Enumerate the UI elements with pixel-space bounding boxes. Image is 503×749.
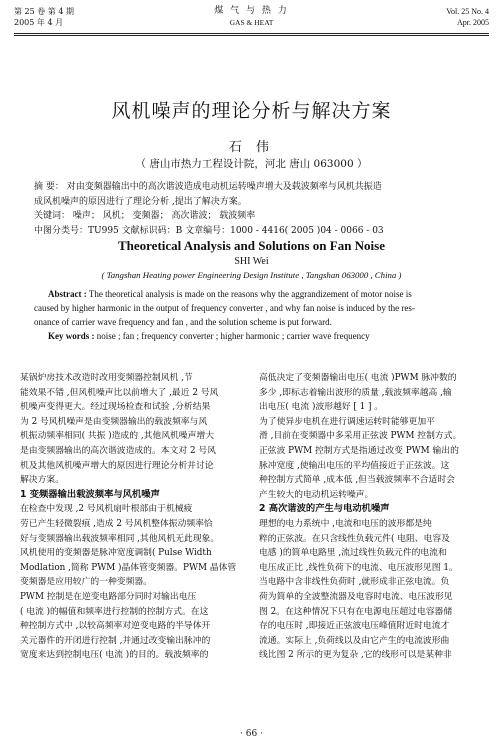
body-line: 荷为简单的全波整流器及电容时电流、电压波形见 (259, 591, 453, 602)
body-line: 滑 ,目前在变频器中多采用正弦波 PWM 控制方式。 (259, 431, 462, 442)
body-line: 为 2 号风机噪声是由变频器输出的载波频率与风 (20, 416, 208, 427)
body-line: 种控制方式中 ,以较高频率对逆变电路的半导体开 (20, 621, 211, 632)
body-line: 多少 ,即标志着输出波形的质量 ,载波频率越高 ,输 (259, 387, 452, 398)
body-line: 粹的正弦波。在只含线性负载元件( 电阻、电容及 (259, 533, 450, 544)
header-center (14, 6, 489, 28)
abstract-en-line: caused by higher harmonic in the output of frequency converter , and why fan noise is induced by the res- (34, 303, 415, 313)
body-line: PWM 控制是在逆变电路部分同时对输出电压 (20, 591, 197, 602)
abstract-en-line: onance of carrier wave frequency and fan , and the solution scheme is put forward. (34, 317, 332, 327)
abstract-cn-line: 成风机噪声的原因进行了理论分析 ,提出了解决方案。 (34, 196, 247, 207)
header-volume: 第 25 卷 第 4 期 (14, 7, 74, 16)
abstract-en-label: Abstract : (48, 289, 87, 299)
body-line: 脉冲宽度 ,使输出电压的平均值接近于正弦波。这 (259, 460, 450, 471)
body-line: 出电压( 电流 )波形越好 [ 1 ] 。 (259, 402, 384, 413)
body-line: 在检查中发现 ,2 号风机扇叶根部由于机械疲 (20, 504, 193, 515)
header-journal-cn: 煤 气 与 热 力 (214, 6, 289, 16)
body-line: 正弦波 PWM 控制方式是指通过改变 PWM 输出的 (259, 445, 459, 456)
author-cn: 石 伟 (228, 140, 275, 155)
body-line: Modlation ,简称 PWM )晶体管变频器。PWM 晶体管 (20, 562, 237, 573)
body-line: 种控制方式简单 ,成本低 ,但当载波频率不合适时会 (259, 475, 455, 486)
body-line: 是由变频器输出的高次谐波造成的。本文对 2 号风 (20, 445, 216, 456)
body-line: 好与变频器输出载波频率相同 ,其他风机无此现象。 (20, 533, 220, 544)
body-line: 存的电压时 ,即接近正弦波电压峰值附近时电流才 (259, 621, 450, 632)
body-line: ( 电流 )的幅值和频率进行控制的控制方式。在这 (20, 606, 209, 617)
body-line: 宽度来达到控制电压( 电流 )的目的。载波频率的 (20, 650, 209, 661)
body-line: 风机使用的变频器是脉冲宽度调制( Pulse Width (20, 548, 212, 559)
affiliation-en: ( Tangshan Heating power Engineering Design Institute , Tangshan 063000 , China ) (101, 270, 402, 280)
header-date-en: Apr. 2005 (457, 18, 489, 27)
body-line: 能效果不错 ,但风机噪声比以前增大了 ,最近 2 号风 (20, 387, 219, 398)
body-line: 机及其他风机噪声增大的原因进行理论分析并讨论 (20, 460, 214, 471)
paper-title-en: Theoretical Analysis and Solutions on Fan Noise (117, 238, 386, 253)
body-line: 机振动频率相同( 共振 )造成的 ,其他风机噪声增大 (20, 431, 214, 442)
keywords-en-text: noise ; fan ; frequency converter ; higher harmonic ; carrier wave frequency (96, 331, 370, 341)
body-line: 产生较大的电动机运转噪声。 (259, 489, 374, 500)
body-line: 某锅炉房技术改造时改用变频器控制风机 ,节 (20, 373, 193, 383)
affiliation-cn: （ 唐山市热力工程设计院，河北 唐山 063000 ） (135, 158, 368, 170)
body-line: 理想的电力系统中 ,电流和电压的波形都是纯 (259, 518, 432, 529)
abstract-en (34, 287, 469, 343)
header-date: 2005 年 4 月 (14, 18, 64, 27)
body-line: 劳已产生轻微裂痕 ,造成 2 号风机整体振动频率恰 (20, 518, 213, 529)
paper-title-cn: 风机噪声的理论分析与解决方案 (111, 100, 392, 122)
body-line: 流通。实际上 ,负荷线以及由它产生的电流波形曲 (259, 635, 450, 646)
classification-cn: 中图分类号：TU995 文献标识码：B 文章编号：1000 - 4416( 2005 )04 - 0066 - 03 (34, 225, 384, 236)
body-line: 当电路中含非线性负荷时 ,就形成非正弦电流。负 (259, 577, 450, 588)
body-column-right (259, 371, 478, 663)
body-line: 解决方案。 (20, 475, 64, 486)
abstract-cn (34, 180, 469, 238)
author-en: SHI Wei (234, 256, 269, 267)
abstract-en-text: The theoretical analysis is made on the reasons why the aggrandizement of motor noise is (88, 289, 412, 299)
section-heading: 2 高次谐波的产生与电动机噪声 (259, 503, 390, 515)
header-right (446, 6, 489, 28)
section-heading: 1 变频器输出载波频率与风机噪声 (20, 488, 160, 500)
page-number: · 66 · (240, 729, 263, 739)
body-line: 图 2。在这种情况下只有在电源电压超过电容器储 (259, 606, 453, 617)
keywords-en-line (34, 329, 469, 343)
header-journal-en: GAS & HEAT (229, 18, 274, 27)
keywords-cn: 关键词： 噪声； 风机； 变频器； 高次谐波； 载波频率 (34, 211, 256, 221)
header-rule-thin (14, 35, 489, 36)
body-column-left (20, 371, 239, 663)
header-rule (14, 33, 489, 34)
abstract-en-line (34, 287, 469, 301)
body-line: 电感 )的简单电路里 ,流过线性负载元件的电流和 (259, 548, 447, 559)
body-line: 关元器件的开闭进行控制 ,并通过改变输出脉冲的 (20, 635, 211, 646)
keywords-en-label: Key words : (48, 331, 95, 341)
header-volume-en: Vol. 25 No. 4 (446, 7, 489, 16)
body-line: 线比图 2 所示的更为复杂 ,它的线形可以是某种非 (259, 650, 452, 661)
body-line: 变频器是应用较广的一种变频器。 (20, 577, 152, 588)
body-line: 高低决定了变频器输出电压( 电流 )PWM 脉冲数的 (259, 373, 457, 383)
body-line: 机噪声变得更大。经过现场检查和试验 ,分析结果 (20, 402, 211, 413)
running-header (14, 6, 489, 36)
body-line: 为了使异步电机在进行调速运转时能够更加平 (259, 416, 435, 427)
body-line: 电压成正比 ,线性负荷下的电流、电压波形见图 1。 (259, 562, 458, 573)
abstract-cn-line: 摘 要： 对由变频器输出中的高次谐波造成电动机运转噪声增大及载波频率与风机共振造 (34, 182, 382, 192)
